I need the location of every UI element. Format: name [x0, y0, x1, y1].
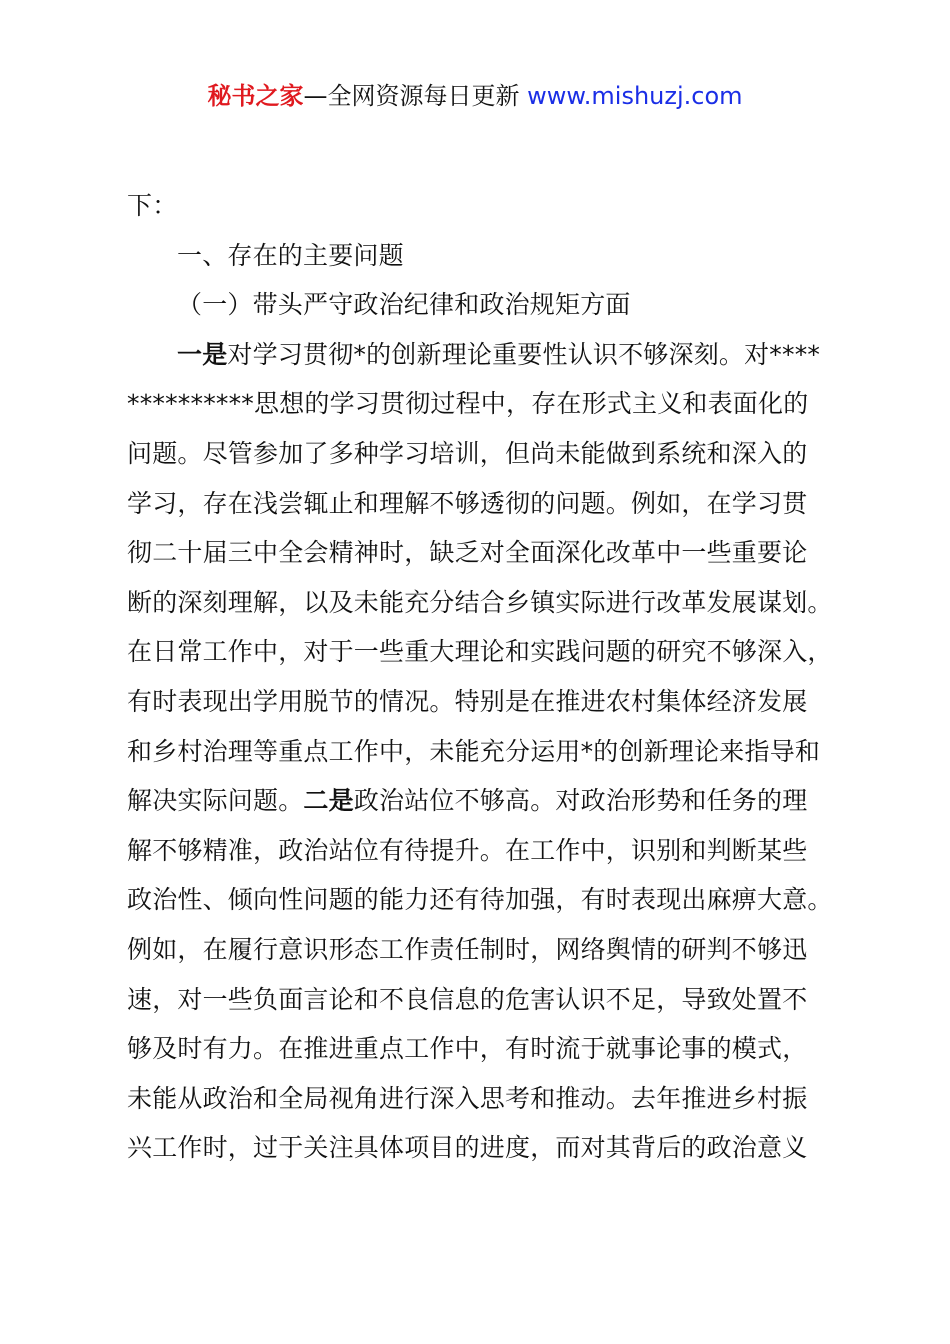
subsection-heading: （一）带头严守政治纪律和政治规矩方面 [177, 290, 631, 320]
text-line: 有时表现出学用脱节的情况。特别是在推进农村集体经济发展 [127, 686, 808, 716]
document-body [127, 181, 837, 1173]
section-heading: 一、存在的主要问题 [177, 240, 404, 270]
brand-name: 秘书之家 [207, 82, 304, 110]
text-line: 问题。尽管参加了多种学习培训，但尚未能做到系统和深入的 [127, 438, 808, 468]
text-segment: 政治站位不够高。对政治形势和任务的理 [353, 786, 808, 816]
text-line: 在日常工作中，对于一些重大理论和实践问题的研究不够深入， [127, 637, 833, 667]
text-line: 下： [127, 191, 178, 220]
header-tagline: —全网资源每日更新 [303, 82, 528, 110]
text-line: 学习，存在浅尝辄止和理解不够透彻的问题。例如，在学习贯 [127, 488, 808, 518]
text-line: 政治性、倾向性问题的能力还有待加强，有时表现出麻痹大意。 [127, 885, 833, 915]
text-segment: 对学习贯彻*的创新理论重要性认识不够深刻。对**** [227, 339, 821, 369]
text-line: 未能从政治和全局视角进行深入思考和推动。去年推进乡村振 [127, 1083, 808, 1113]
text-line: 解不够精准，政治站位有待提升。在工作中，识别和判断某些 [127, 835, 808, 865]
point-marker-one: 一是 [177, 339, 228, 369]
site-url-link[interactable]: www.mishuzj.com [527, 82, 743, 110]
text-line: 彻二十届三中全会精神时，缺乏对全面深化改革中一些重要论 [127, 538, 808, 568]
text-line: 速，对一些负面言论和不良信息的危害认识不足，导致处置不 [127, 984, 808, 1014]
text-line: 断的深刻理解，以及未能充分结合乡镇实际进行改革发展谋划。 [127, 587, 833, 617]
text-line: 例如，在履行意识形态工作责任制时，网络舆情的研判不够迅 [127, 934, 808, 964]
text-line: 兴工作时，过于关注具体项目的进度，而对其背后的政治意义 [127, 1133, 808, 1163]
point-marker-two: 二是 [303, 786, 354, 816]
text-segment: 解决实际问题。 [127, 786, 304, 816]
text-line: 够及时有力。在推进重点工作中，有时流于就事论事的模式， [127, 1034, 808, 1064]
text-line: **********思想的学习贯彻过程中，存在形式主义和表面化的 [127, 389, 809, 419]
text-line [127, 776, 837, 826]
paragraph-first-line [127, 330, 837, 380]
site-header [0, 80, 950, 112]
text-line: 和乡村治理等重点工作中，未能充分运用*的创新理论来指导和 [127, 736, 821, 766]
